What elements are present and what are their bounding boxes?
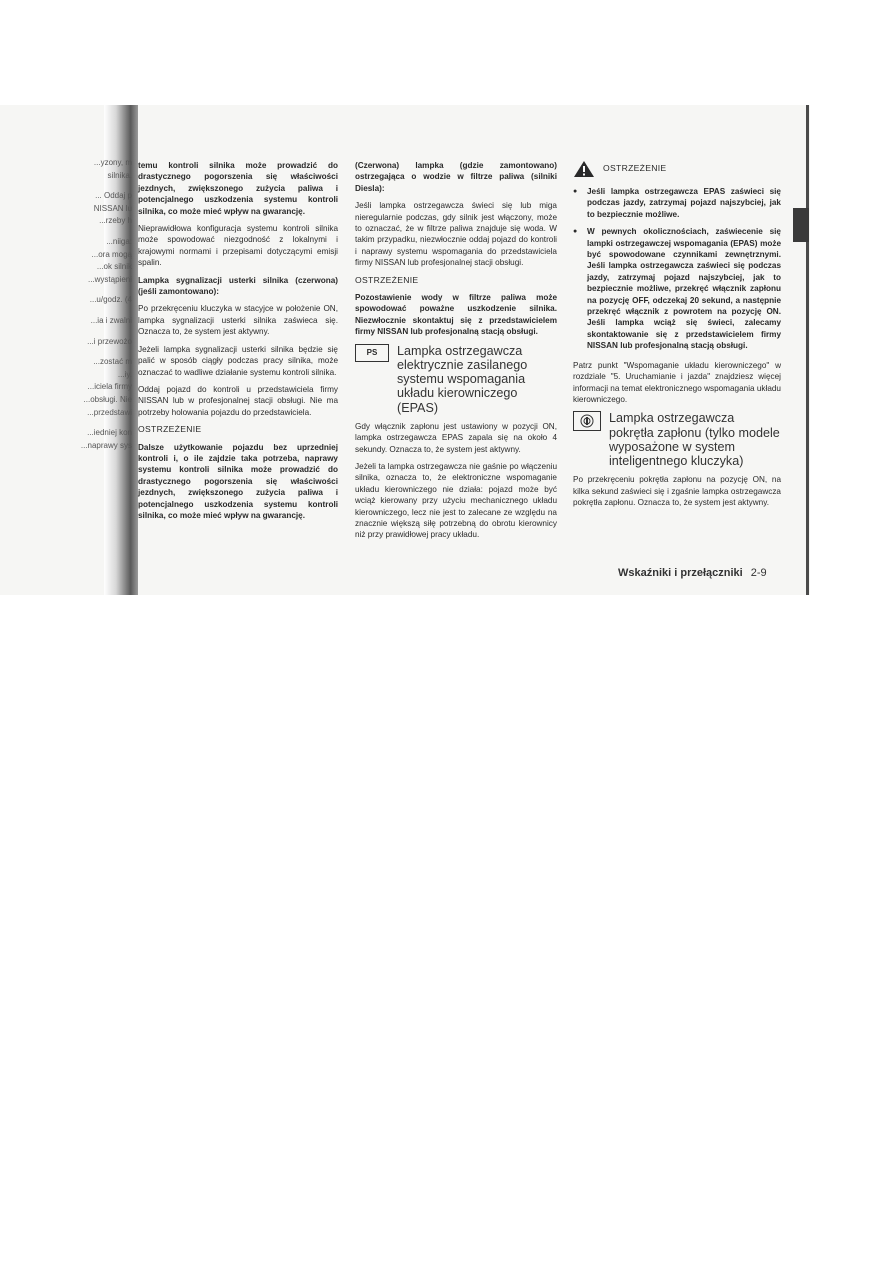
ignition-knob-section-header xyxy=(573,411,781,468)
fragment-line: ...wystąpieni xyxy=(87,274,132,284)
epas-section-header xyxy=(355,344,557,415)
paragraph: Jeżeli ta lampka ostrzegawcza nie gaśnie po włączeniu silnika, oznacza to, że elektroniczne wspomaganie układu kierowniczego nie działa: pojazd może być wciąż kierowany przy użyciu mechanicznego układu kierowniczego, lecz nie jest to zalecane ze względu na znacznie większą siłę potrzebną do obrotu kierownicy niż przy prawidłowej pracy układu. xyxy=(355,461,557,540)
paragraph: Oddaj pojazd do kontroli u przedstawiciela firmy NISSAN lub w profesjonalnej stacji obsługi. Nie ma potrzeby holowania pojazdu do przedstawiciela. xyxy=(138,384,338,417)
fragment-line: ...iciela firmy xyxy=(87,382,132,392)
fragment-line xyxy=(40,419,132,427)
fragment-line: ...ora mogą xyxy=(91,249,132,259)
fragment-line xyxy=(40,182,132,190)
fragment-line: ...przedstawi xyxy=(87,407,132,417)
paragraph: Jeśli lampka ostrzegawcza świeci się lub miga nieregularnie podczas, gdy silnik jest włączony, może to oznaczać, że w filtrze paliwa znajduje się woda. W takim przypadku, niezwłocznie oddaj pojazd do kontroli i naprawy systemu wspomagania do przedstawiciela firmy NISSAN lub profesjonalnej stacji obsługi. xyxy=(355,201,557,268)
warning-heading: OSTRZEŻENIE xyxy=(355,274,419,285)
paragraph: Jeżeli lampka sygnalizacji usterki silnika będzie się palić w sposób ciągły podczas pracy silnika, może oznaczać to wadliwe działanie systemu kontroli silnika. xyxy=(138,344,338,377)
warning-text: Pozostawienie wody w filtrze paliwa może spowodować poważne uszkodzenie silnika. Niezwłocznie skontaktuj się z przedstawicielem firmy NISSAN lub profesjonalną stacją obsługi. xyxy=(355,293,557,337)
fragment-line xyxy=(40,307,132,315)
fragment-line: silnika. xyxy=(107,170,132,180)
fragment-line: ...niiga: xyxy=(106,236,132,246)
epas-section-title: Lampka ostrzegawcza elektrycznie zasilanego systemu wspomagania układu kierowniczego (EPAS) xyxy=(397,343,528,415)
fragment-line: ...i przewożo xyxy=(87,336,132,346)
fragment-line: ...ia i zwalni xyxy=(90,315,132,325)
fragment-line xyxy=(40,286,132,294)
warning-list xyxy=(573,186,781,352)
warning-triangle-icon xyxy=(573,160,595,178)
fragment-line: ...u/godz. (4 xyxy=(89,295,132,305)
fragment-line: ...rzeby h xyxy=(99,216,132,226)
section-heading: (Czerwona) lampka (gdzie zamontowano) ostrzegająca o wodzie w filtrze paliwa (silniki Diesla): xyxy=(355,161,557,193)
column-1 xyxy=(138,160,338,527)
page-edge xyxy=(806,105,809,595)
key-knob-icon xyxy=(580,414,594,428)
fragment-line: NISSAN lu xyxy=(93,203,132,213)
fragment-line: ...iy. xyxy=(117,369,132,379)
page-footer xyxy=(618,567,767,579)
warning-heading: OSTRZEŻENIE xyxy=(138,424,202,435)
fragment-line: ...iedniej kon xyxy=(87,428,132,438)
epas-warning-icon: PS xyxy=(355,344,389,362)
fragment-line: ... Oddaj p xyxy=(95,191,132,201)
warning-heading: OSTRZEŻENIE xyxy=(603,163,667,174)
fragment-line xyxy=(40,228,132,236)
fragment-line: ...naprawy sys xyxy=(80,440,132,450)
section-name: Wskaźniki i przełączniki xyxy=(618,567,743,579)
warning-text: Dalsze użytkowanie pojazdu bez uprzedniej kontroli i, o ile zajdzie taka potrzeba, naprawy systemu kontroli silnika może prowadzić do drastycznego pogorszenia się właściwości jezdnych, zwiększonego zużycia paliwa i potencjalnego uszkodzenia systemu kontroli silnika, co może mieć wpływ na gwarancję. xyxy=(138,442,338,520)
page-number: 2-9 xyxy=(750,567,767,579)
fragment-line xyxy=(40,328,132,336)
fragment-line: ...ok silnik xyxy=(96,262,132,272)
paragraph: Gdy włącznik zapłonu jest ustawiony w pozycji ON, lampka ostrzegawcza EPAS zapala się na około 4 sekundy. Oznacza to, że system jest aktywny. xyxy=(355,421,557,454)
ignition-knob-section-title: Lampka ostrzegawcza pokrętła zapłonu (tylko modele wyposażone w system inteligentnego kluczyka) xyxy=(609,411,780,468)
paragraph: Patrz punkt "Wspomaganie układu kierowniczego" w rozdziale "5. Uruchamianie i jazda" znajdziesz więcej informacji na temat elektronicznego wspomagania układu kierowniczego. xyxy=(573,360,781,404)
paragraph: Po przekręceniu kluczyka w stacyjce w położenie ON, lampka sygnalizacji usterki silnika zaświeca się. Oznacza to, że system jest aktywny. xyxy=(138,304,338,337)
column-3 xyxy=(573,160,781,514)
fragment-line: ...obsługi. Nie xyxy=(83,394,132,404)
section-heading: Lampka sygnalizacji usterki silnika (czerwona) (jeśli zamontowano): xyxy=(138,275,338,297)
fragment-line: ...zostać m xyxy=(93,357,132,367)
paragraph: Nieprawidłowa konfiguracja systemu kontroli silnika może spowodować niezgodność z lokalnymi i krajowymi normami i przepisami dotyczącymi emisji spalin. xyxy=(138,224,338,268)
fragment-line xyxy=(40,348,132,356)
fragment-line: ...yzony, m xyxy=(93,158,132,167)
column-2 xyxy=(355,160,557,547)
chapter-thumb-tab xyxy=(793,208,809,242)
previous-page-fragments xyxy=(40,157,132,452)
ignition-knob-icon xyxy=(573,411,601,431)
warning-header xyxy=(573,160,781,178)
list-item: ● Jeśli lampka ostrzegawcza EPAS zaświeci się podczas jazdy, zatrzymaj pojazd najszybciej, jak to bezpiecznie możliwe. xyxy=(587,186,781,220)
paragraph: Po przekręceniu pokrętła zapłonu na pozycję ON, na kilka sekund zaświeci się i zgaśnie lampka ostrzegawcza pokrętła zapłonu. Oznacza to, że system jest aktywny. xyxy=(573,475,781,507)
paragraph: temu kontroli silnika może prowadzić do drastycznego pogorszenia się właściwości jezdnych, zwiększonego zużycia paliwa i potencjalnego uszkodzenia systemu kontroli silnika, co może mieć wpływ na gwarancję. xyxy=(138,161,338,216)
list-item: ● W pewnych okolicznościach, zaświecenie się lampki ostrzegawczej wspomagania (EPAS) może być spowodowane czynnikami zewnętrznymi. Jeśli lampka ostrzegawcza zaświeci się podczas jazdy, zatrzymaj pojazd najszybciej, jak to bezpiecznie możliwe, przekręć włącznik zapłonu na pozycję OFF, odczekaj 20 sekund, a następnie przekręć włącznik z powrotem na pozycję ON. Jeśli lampka wciąż się świeci, zalecamy skontaktowanie się z przedstawicielem firmy NISSAN lub profesjonalną stacją obsługi. xyxy=(587,226,781,351)
